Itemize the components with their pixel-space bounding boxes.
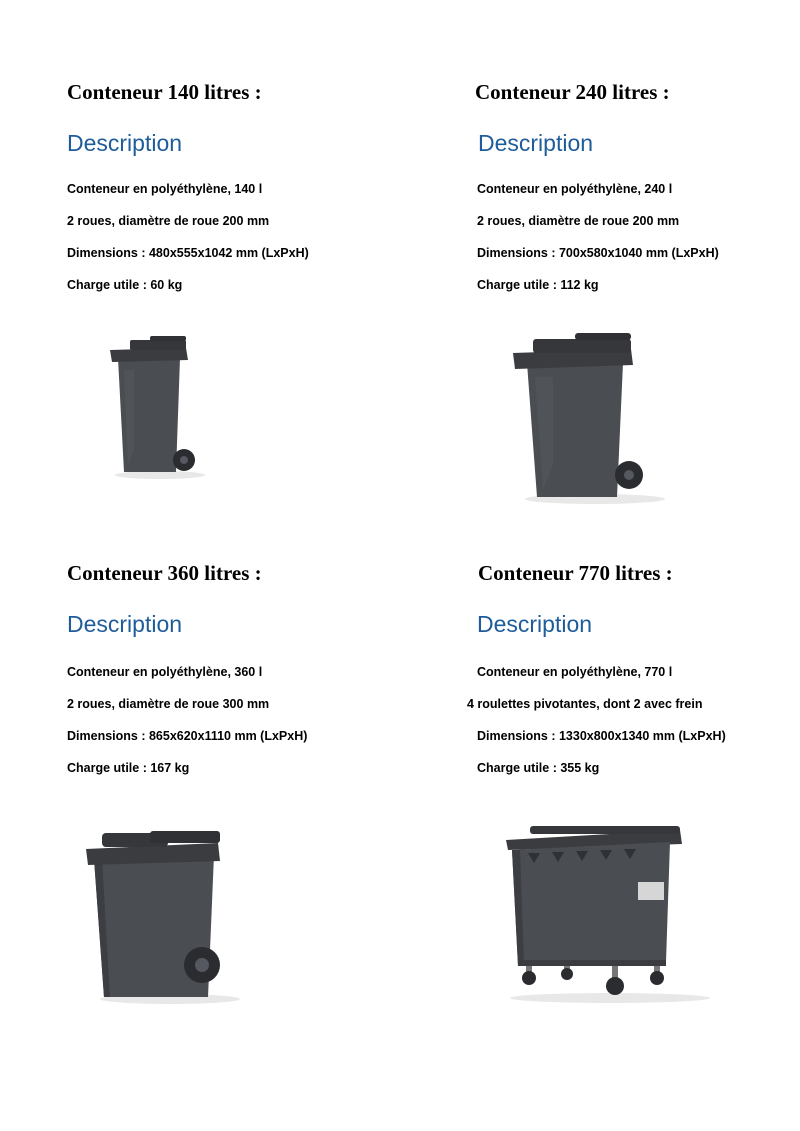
container-240-image	[505, 325, 665, 505]
container-140-image	[100, 330, 210, 480]
container-240-payload: Charge utile : 112 kg	[477, 278, 599, 292]
container-360-image	[80, 825, 245, 1005]
container-360-wheels: 2 roues, diamètre de roue 300 mm	[67, 697, 270, 711]
container-770-image	[500, 820, 720, 1005]
container-770-description-heading: Description	[477, 611, 593, 637]
container-360-title: Conteneur 360 litres :	[67, 561, 262, 585]
container-140-material: Conteneur en polyéthylène, 140 l	[67, 182, 263, 196]
container-140-dimensions: Dimensions : 480x555x1042 mm (LxPxH)	[67, 246, 309, 260]
container-770-wheels: 4 roulettes pivotantes, dont 2 avec frein	[467, 697, 703, 711]
container-140-payload: Charge utile : 60 kg	[67, 278, 183, 292]
container-140-title: Conteneur 140 litres :	[67, 80, 262, 104]
container-240-title: Conteneur 240 litres :	[475, 80, 670, 104]
container-360-description-heading: Description	[67, 611, 183, 637]
container-140-description-heading: Description	[67, 130, 183, 156]
container-240-wheels: 2 roues, diamètre de roue 200 mm	[477, 214, 680, 228]
container-360-dimensions: Dimensions : 865x620x1110 mm (LxPxH)	[67, 729, 308, 743]
container-360-material: Conteneur en polyéthylène, 360 l	[67, 665, 263, 679]
container-770-material: Conteneur en polyéthylène, 770 l	[477, 665, 673, 679]
container-240-material: Conteneur en polyéthylène, 240 l	[477, 182, 673, 196]
container-770-payload: Charge utile : 355 kg	[477, 761, 600, 775]
container-140-wheels: 2 roues, diamètre de roue 200 mm	[67, 214, 270, 228]
container-770-dimensions: Dimensions : 1330x800x1340 mm (LxPxH)	[477, 729, 726, 743]
container-240-dimensions: Dimensions : 700x580x1040 mm (LxPxH)	[477, 246, 719, 260]
container-770-title: Conteneur 770 litres :	[478, 561, 673, 585]
container-360-payload: Charge utile : 167 kg	[67, 761, 190, 775]
container-240-description-heading: Description	[478, 130, 594, 156]
